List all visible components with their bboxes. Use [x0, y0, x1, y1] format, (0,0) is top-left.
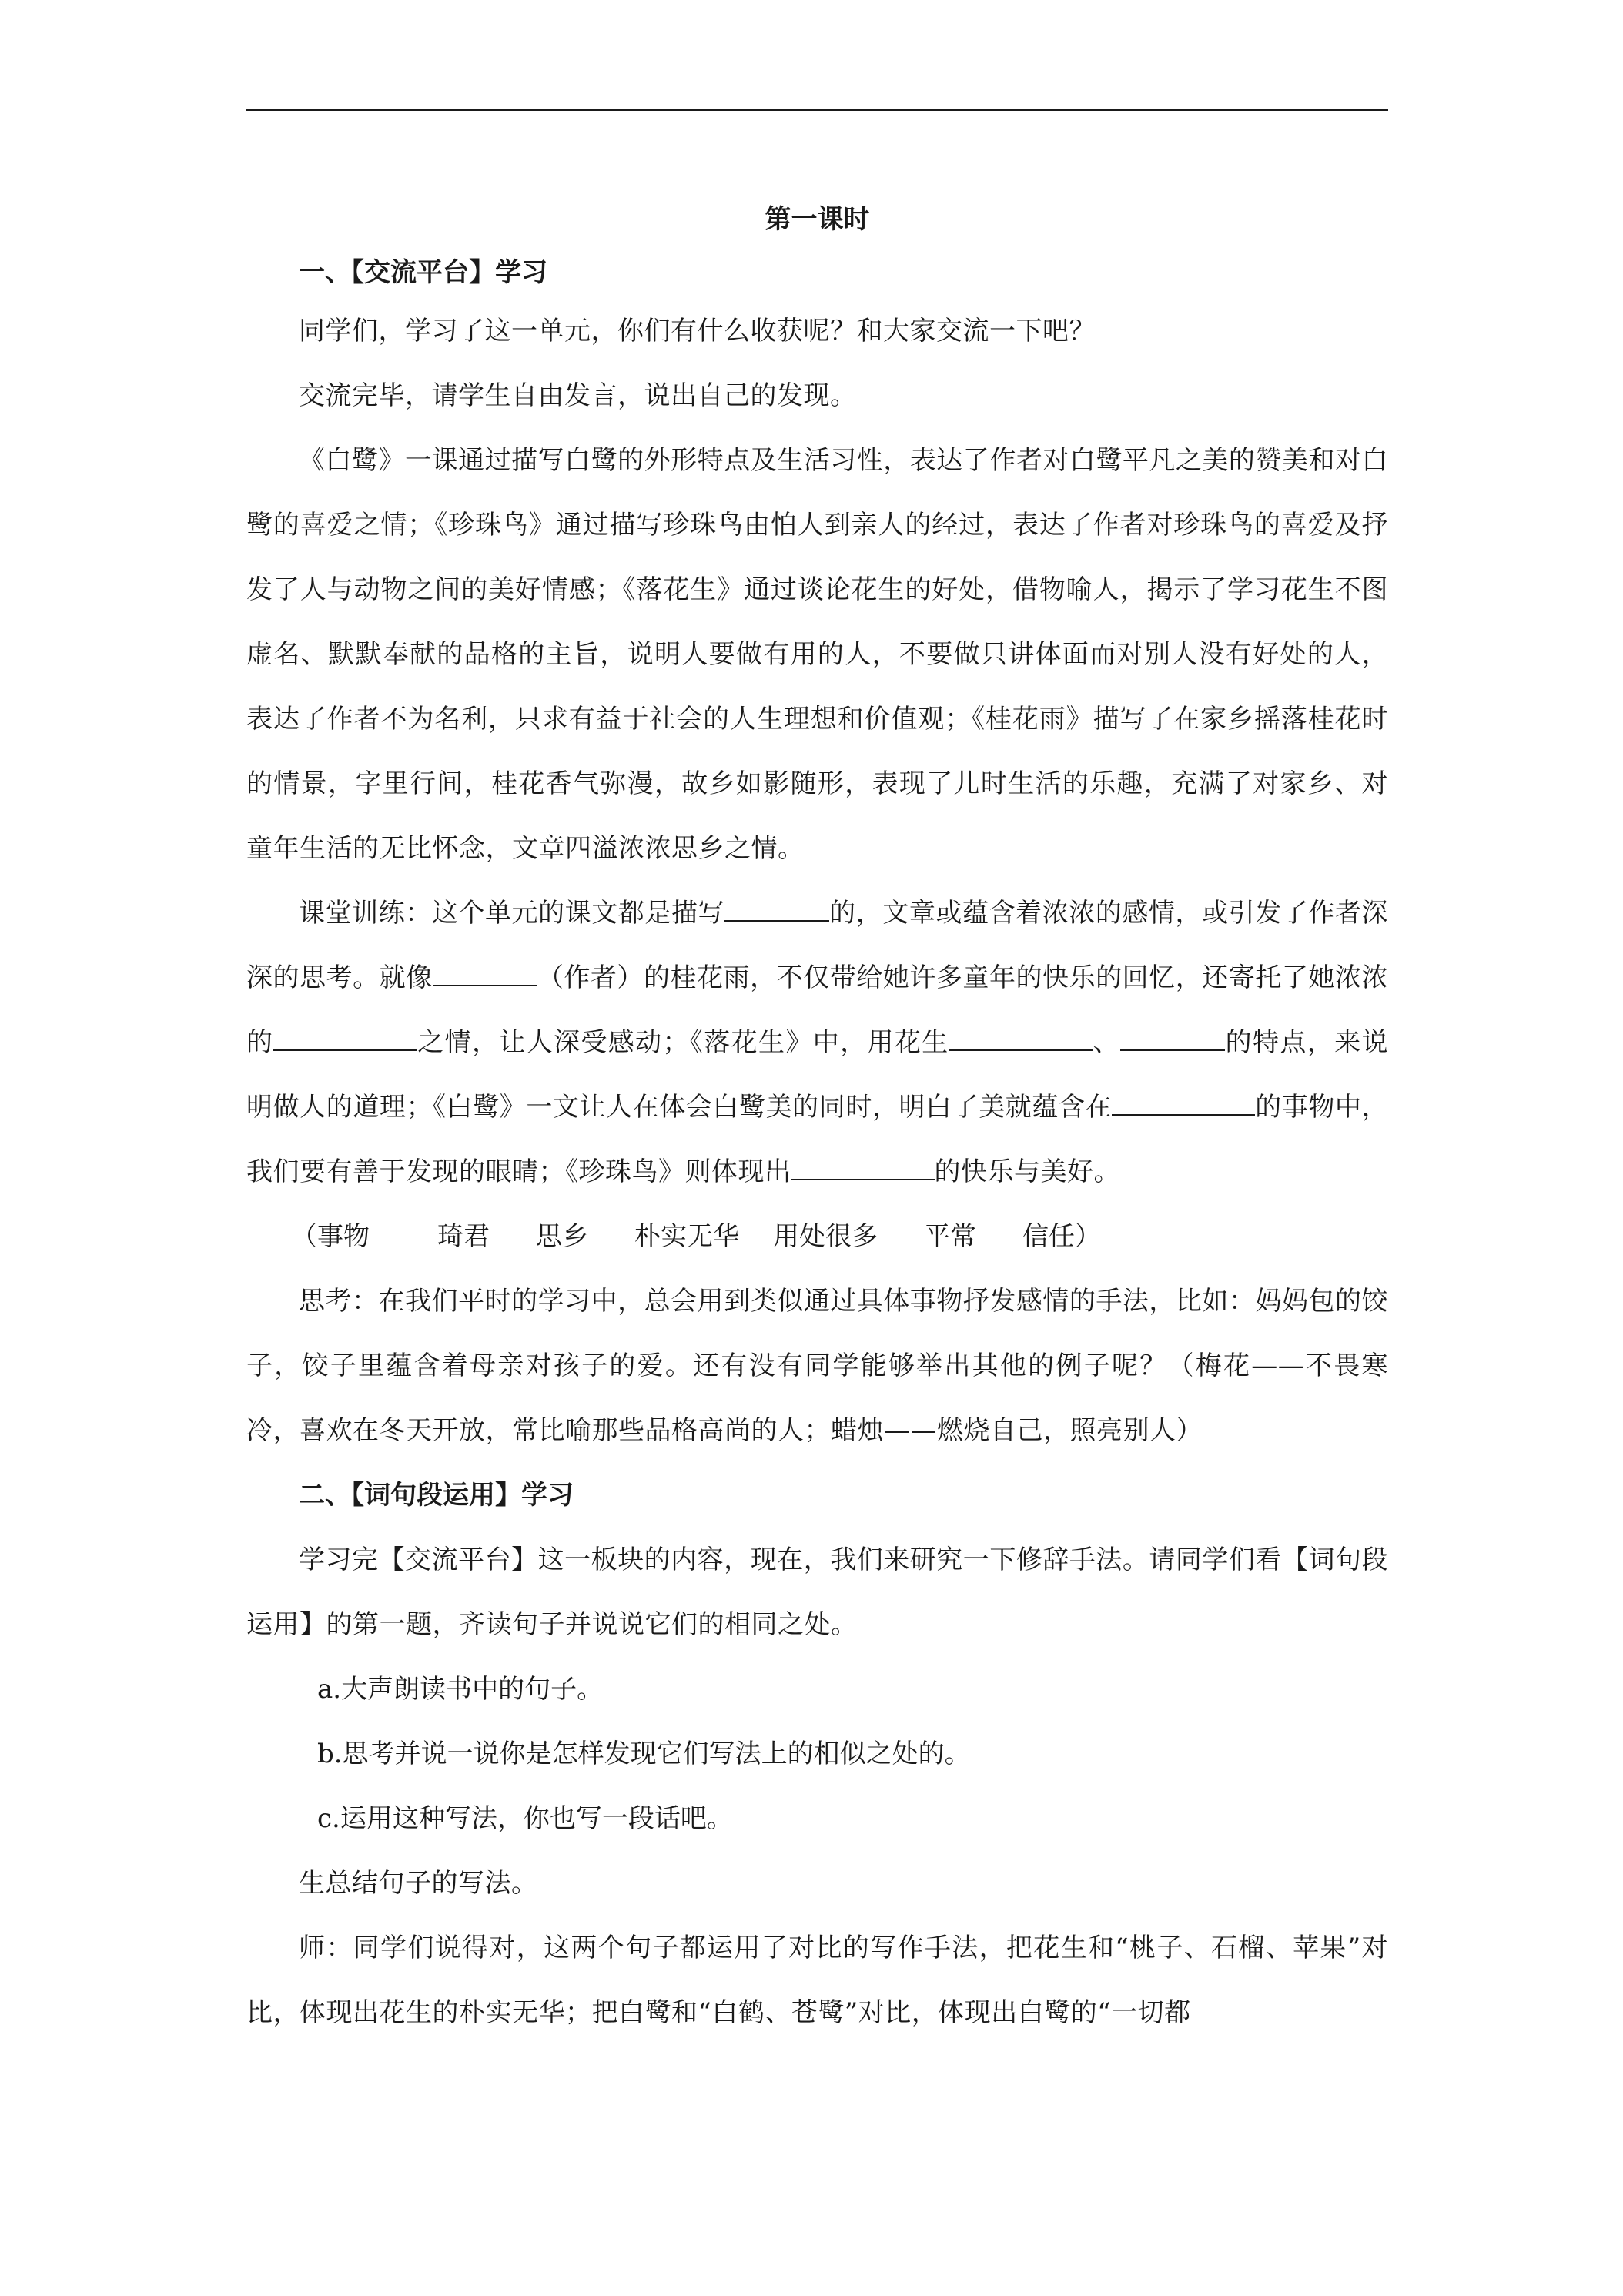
lesson-title: 第一课时: [765, 204, 870, 235]
exercise-text-4: 之情，让人深受感动；《落花生》中，用花生: [417, 1027, 949, 1058]
section2-paragraph-2: 生总结句子的写法。: [299, 1868, 538, 1899]
fill-blank-2[interactable]: [433, 959, 537, 986]
fill-blank-5[interactable]: [1120, 1023, 1225, 1051]
word-bank-item: 思乡: [536, 1221, 588, 1252]
exercise-text-5: 、: [1092, 1027, 1120, 1058]
fill-blank-7[interactable]: [791, 1153, 935, 1180]
classroom-exercise: [246, 881, 1388, 1204]
section2-paragraph-3: 师：同学们说得对，这两个句子都运用了对比的写作手法，把花生和“桃子、石榴、苹果”对比，体现出花生的朴实无华；把白鹭和“白鹤、苍鹭”对比，体现出白鹭的“一切都: [246, 1933, 1388, 2028]
section1-heading: 一、【交流平台】学习: [299, 257, 547, 288]
list-item: c.运用这种写法，你也写一段话吧。: [317, 1803, 733, 1834]
word-bank-item: 信任）: [1022, 1221, 1101, 1252]
think-paragraph: 思考：在我们平时的学习中，总会用到类似通过具体事物抒发感情的手法，比如：妈妈包的饺子，饺子里蕴含着母亲对孩子的爱。还有没有同学能够举出其他的例子呢？（梅花——不畏寒冷，喜欢在冬天开放，常比喻那些品格高尚的人；蜡烛——燃烧自己，照亮别人）: [246, 1286, 1388, 1446]
header-rule: [246, 109, 1388, 111]
word-bank-item: 朴实无华: [634, 1221, 739, 1252]
section2-heading: 二、【词句段运用】学习: [299, 1480, 574, 1511]
word-bank-item: 琦君: [437, 1221, 490, 1252]
list-item: a.大声朗读书中的句子。: [317, 1674, 604, 1705]
exercise-text-3: （作者）的桂花雨，不仅带给她许多童年的快乐的回忆，还寄托了她浓浓的: [246, 962, 1389, 1058]
document-body: [246, 192, 1388, 2045]
section2-paragraph-1: 学习完【交流平台】这一板块的内容，现在，我们来研究一下修辞手法。请同学们看【词句段运用】的第一题，齐读句子并说说它们的相同之处。: [246, 1545, 1388, 1640]
fill-blank-1[interactable]: [724, 894, 829, 922]
section1-paragraph-2: 交流完毕，请学生自由发言，说出自己的发现。: [299, 380, 857, 411]
fill-blank-3[interactable]: [273, 1023, 417, 1051]
exercise-text-6: 的特点，来说明做人的道理；《白鹭》一文让人在体会白鹭美的同时，明白了美就蕴含在: [246, 1027, 1389, 1123]
exercise-text-2: 的，文章或蕴含着浓浓的感情，或引发了作者深深的思考。就像: [246, 898, 1389, 993]
exercise-text-7: 的事物中，我们要有善于发现的眼睛；《珍珠鸟》则体现出: [246, 1092, 1389, 1187]
exercise-text-1: 课堂训练：这个单元的课文都是描写: [299, 898, 725, 929]
section1-paragraph-3: 《白鹭》一课通过描写白鹭的外形特点及生活习性，表达了作者对白鹭平凡之美的赞美和对白鹭的喜爱之情；《珍珠鸟》通过描写珍珠鸟由怕人到亲人的经过，表达了作者对珍珠鸟的喜爱及抒发了人与动物之间的美好情感；《落花生》通过谈论花生的好处，借物喻人，揭示了学习花生不图虚名、默默奉献的品格的主旨，说明人要做有用的人，不要做只讲体面而对别人没有好处的人，表达了作者不为名利，只求有益于社会的人生理想和价值观；《桂花雨》描写了在家乡摇落桂花时的情景，字里行间，桂花香气弥漫，故乡如影随形，表现了儿时生活的乐趣，充满了对家乡、对童年生活的无比怀念，文章四溢浓浓思乡之情。: [246, 445, 1388, 864]
exercise-text-8: 的快乐与美好。: [934, 1156, 1120, 1187]
list-item: b.思考并说一说你是怎样发现它们写法上的相似之处的。: [317, 1739, 971, 1769]
fill-blank-6[interactable]: [1112, 1088, 1255, 1116]
word-bank-item: 平常: [924, 1221, 976, 1252]
word-bank-item: 用处很多: [773, 1221, 878, 1252]
section1-paragraph-1: 同学们，学习了这一单元，你们有什么收获呢？和大家交流一下吧？: [299, 316, 1096, 346]
word-bank: [246, 1204, 1388, 1269]
fill-blank-4[interactable]: [949, 1023, 1093, 1051]
word-bank-item: （事物: [291, 1221, 370, 1252]
